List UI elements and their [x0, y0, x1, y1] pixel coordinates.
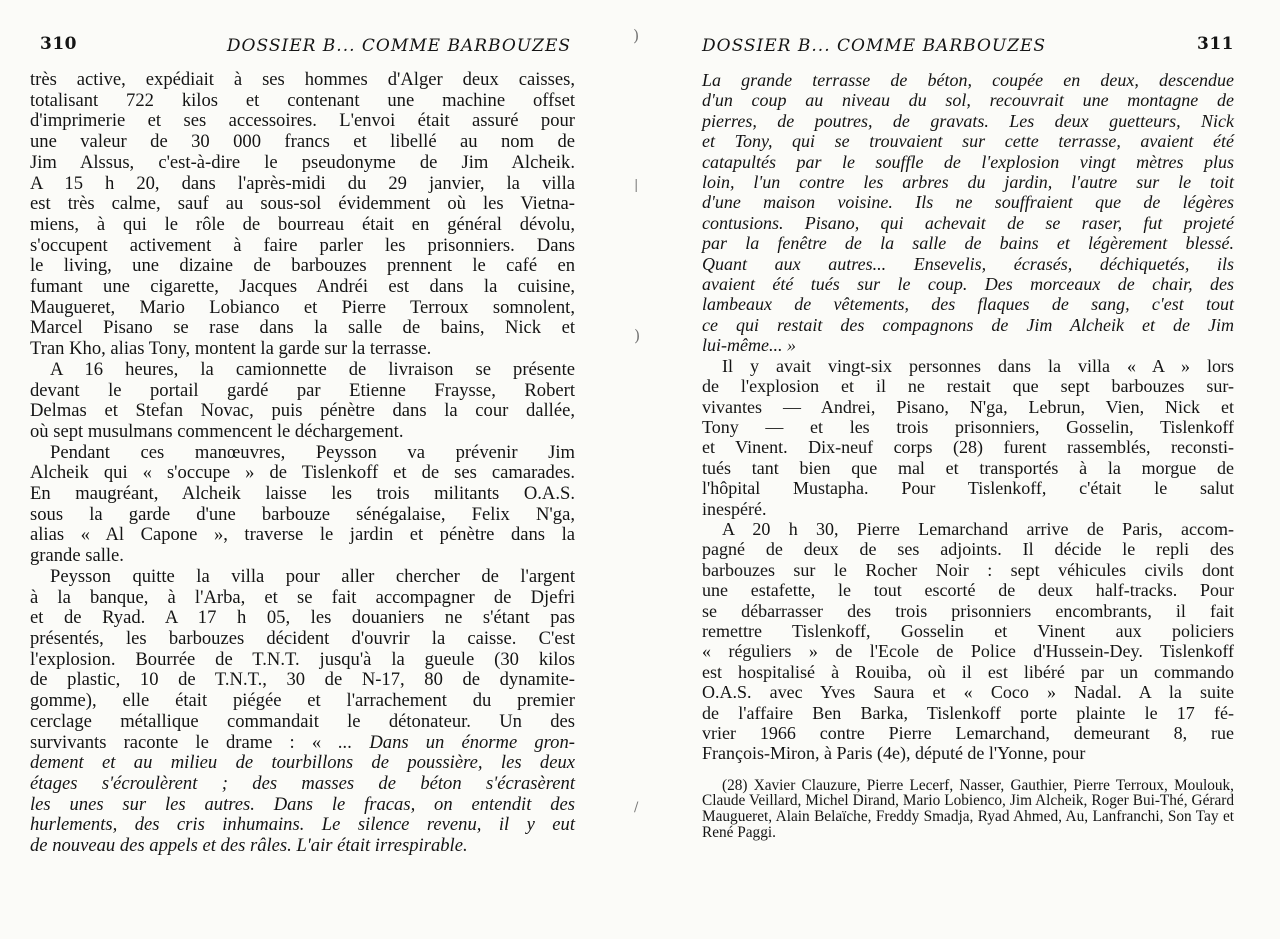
text-line: O.A.S. avec Yves Saura et « Coco » Nadal. A la suite — [702, 682, 1234, 703]
text-line: une estafette, le tout escorté de deux half-tracks. Pour — [702, 580, 1234, 601]
text-line: La grande terrasse de béton, coupée en deux, descendue — [702, 70, 1234, 90]
text-line: de nouveau des appels et des râles. L'air était irrespirable. — [30, 835, 468, 857]
text-line: gomme), elle était piégée et l'arrachement du premier — [30, 690, 575, 712]
text-line: grande salle. — [30, 545, 124, 567]
binding-mark: / — [634, 800, 639, 815]
text-line: inespéré. — [702, 498, 767, 519]
text-line: s'occupent activement à faire parler les prisonniers. Dans — [30, 234, 575, 256]
text-line: à la banque, à l'Arba, et se fait accompagner de Djefri — [30, 586, 575, 608]
text-line: par la fenêtre de la salle de bains et légèrement blessé. — [702, 233, 1234, 254]
text-line: une valeur de 30 000 francs et libellé au nom de — [30, 131, 575, 153]
text-line: contusions. Pisano, qui achevait de se raser, fut projeté — [702, 212, 1234, 233]
text-line: d'imprimerie et ses accessoires. L'envoi était assuré pour — [30, 110, 575, 132]
text-line: A 16 heures, la camionnette de livraison se présente — [50, 358, 575, 380]
text-line: « réguliers » de l'Ecole de Police d'Hussein-Dey. Tislenkoff — [702, 641, 1234, 662]
text-line: d'un coup au niveau du sol, recouvrait une montagne de — [702, 90, 1234, 111]
left-running-title: DOSSIER B... COMME BARBOUZES — [226, 36, 571, 56]
text-line: miens, à qui le rôle de bourreau était en général dévolu, — [30, 213, 575, 235]
text-line: A 15 h 20, dans l'après-midi du 29 janvier, la villa — [30, 172, 575, 194]
text-line: François-Miron, à Paris (4e), député de l'Yonne, pour — [702, 743, 1086, 764]
text-line: et Tony, qui se trouvaient sur cette terrasse, avaient été — [702, 131, 1234, 152]
text-line: Alcheik qui « s'occupe » de Tislenkoff et de ses camarades. — [30, 462, 575, 484]
text-line: sous la garde d'une barbouze sénégalaise, Felix N'ga, — [30, 503, 575, 525]
right-page-number: 311 — [1197, 34, 1234, 54]
text-line: est hospitalisé à Rouiba, où il est libéré par un commando — [702, 661, 1234, 682]
text-line: Tran Kho, alias Tony, montent la garde sur la terrasse. — [30, 338, 432, 360]
text-line: l'explosion. Bourrée de T.N.T. jusqu'à la gueule (30 kilos — [30, 648, 575, 670]
text-line: lambeaux de vêtements, des flaques de sang, c'est tout — [702, 294, 1234, 315]
text-line: de plastic, 10 de T.N.T., 30 de N-17, 80 de dynamite- — [30, 669, 575, 691]
text-line: lui-même... » — [702, 335, 796, 356]
text-line: Peysson quitte la villa pour aller chercher de l'argent — [50, 565, 575, 587]
text-line: survivants raconte le drame : « ... Dans un énorme gron- — [30, 731, 575, 753]
text-line: est très calme, sauf au sous-sol évidemment où les Vietna- — [30, 193, 575, 215]
text-line: tués tant bien que mal et transportés à la morgue de — [702, 457, 1234, 478]
binding-mark: ) — [633, 26, 640, 45]
right-page-header — [702, 30, 1234, 70]
text-line: avaient été tués sur le coup. Des morceaux de chair, des — [702, 274, 1234, 295]
text-line: Pendant ces manœuvres, Peysson va prévenir Jim — [50, 441, 575, 463]
text-line: et Vinent. Dix-neuf corps (28) furent rassemblés, reconsti- — [702, 437, 1234, 458]
binding-mark: | — [634, 178, 639, 193]
text-line: catapultés par le souffle de l'explosion vingt mètres plus — [702, 151, 1234, 172]
text-line: cerclage métallique commandait le détonateur. Un des — [30, 710, 575, 732]
text-line: l'hôpital Mustapha. Pour Tislenkoff, c'était le salut — [702, 478, 1234, 499]
text-line: hurlements, des cris inhumains. Le silence revenu, il y eut — [30, 814, 575, 836]
text-line: pierres, de poutres, de gravats. Les deux guetteurs, Nick — [702, 110, 1234, 131]
left-page-header — [30, 30, 575, 70]
text-line: où sept musulmans commencent le déchargement. — [30, 420, 404, 442]
left-page-number: 310 — [40, 34, 77, 54]
text-line: le living, une dizaine de barbouzes prennent le café en — [30, 255, 575, 277]
binding-mark: ) — [634, 326, 641, 345]
text-line: pagné de deux de ses adjoints. Il décide le repli des — [702, 539, 1234, 560]
text-line: fumant une cigarette, Jacques Andréi est dans la cuisine, — [30, 276, 575, 298]
text-line: présentés, les barbouzes décident d'ouvrir la caisse. C'est — [30, 627, 575, 649]
right-page — [702, 30, 1234, 840]
text-line: Quant aux autres... Ensevelis, écrasés, déchiquetés, ils — [702, 253, 1234, 274]
text-line: vrier 1966 contre Pierre Lemarchand, demeurant 8, rue — [702, 723, 1234, 743]
right-page-body — [702, 70, 1234, 764]
footnote: (28) Xavier Clauzure, Pierre Lecerf, Nasser, Gauthier, Pierre Terroux, Moulouk, Claude Veillard, Michel Dirand, Mario Lobienco, Jim Alcheik, Roger Bui-Thé, Gérard Maugueret, Alain Belaïche, Freddy Smadja, Ryad Ahmed, Au, Lanfranchi, Son Tay et René Paggi. — [702, 776, 1234, 841]
text-line: ce qui restait des compagnons de Jim Alcheik et de Jim — [702, 314, 1234, 335]
text-line: barbouzes sur le Rocher Noir : sept véhicules civils dont — [702, 559, 1234, 580]
text-line: Il y avait vingt-six personnes dans la villa « A » lors — [722, 355, 1234, 376]
text-line: A 20 h 30, Pierre Lemarchand arrive de Paris, accom- — [722, 518, 1234, 539]
text-line: remettre Tislenkoff, Gosselin et Vinent aux policiers — [702, 620, 1234, 641]
text-line: alias « Al Capone », traverse le jardin et pénètre dans la — [30, 524, 575, 546]
text-line: devant le portail gardé par Etienne Fraysse, Robert — [30, 379, 575, 401]
right-running-title: DOSSIER B... COMME BARBOUZES — [702, 36, 1047, 56]
text-line: Tony — et les trois prisonniers, Gosselin, Tislenkoff — [702, 416, 1234, 437]
left-page-body — [30, 70, 575, 857]
text-line: et de Ryad. A 17 h 05, les douaniers ne s'étant pas — [30, 607, 575, 629]
text-line: En maugréant, Alcheik laisse les trois militants O.A.S. — [30, 483, 575, 505]
text-line: se débarrasser des trois prisonniers encombrants, il fait — [702, 600, 1234, 621]
text-line: de l'affaire Ben Barka, Tislenkoff porte plainte le 17 fé- — [702, 702, 1234, 723]
text-line: les unes sur les autres. Dans le fracas, on entendit des — [30, 793, 575, 815]
text-line: dement et au milieu de tourbillons de poussière, les deux — [30, 752, 575, 774]
left-page — [30, 30, 575, 857]
text-line: de l'explosion et il ne restait que sept barbouzes sur- — [702, 376, 1234, 397]
text-line: Jim Alssus, c'est-à-dire le pseudonyme de Jim Alcheik. — [30, 151, 575, 173]
text-line: étages s'écroulèrent ; des masses de béton s'écrasèrent — [30, 772, 575, 794]
text-line: Delmas et Stefan Novac, puis pénètre dans la cour dallée, — [30, 400, 575, 422]
text-line: Maugueret, Mario Lobianco et Pierre Terroux somnolent, — [30, 296, 575, 318]
text-line: totalisant 722 kilos et contenant une machine offset — [30, 89, 575, 111]
text-line: loin, l'un contre les arbres du jardin, l'autre sur le toit — [702, 172, 1234, 193]
text-line: d'une maison voisine. Ils ne souffraient que de légères — [702, 192, 1234, 213]
text-line: très active, expédiait à ses hommes d'Alger deux caisses, — [30, 69, 575, 90]
text-line: vivantes — Andrei, Pisano, N'ga, Lebrun, Vien, Nick et — [702, 396, 1234, 417]
text-line: Marcel Pisano se rase dans la salle de bains, Nick et — [30, 317, 575, 339]
